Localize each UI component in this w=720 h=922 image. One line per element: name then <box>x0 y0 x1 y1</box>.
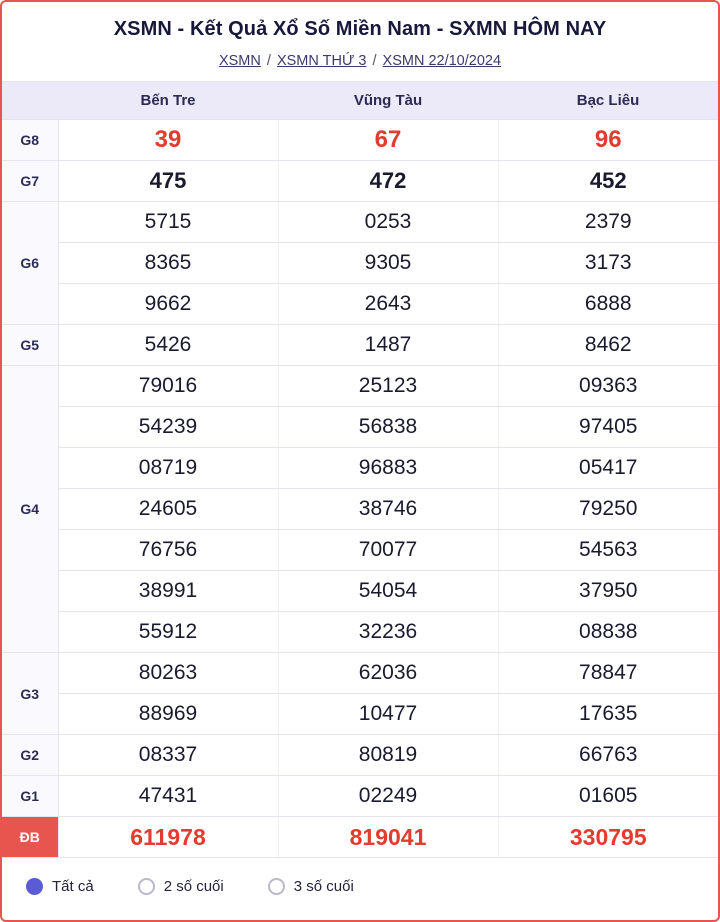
result-number: 97405 <box>498 407 718 448</box>
filter-option-2-digits[interactable] <box>138 878 224 895</box>
table-row <box>2 817 718 858</box>
result-number: 78847 <box>498 653 718 694</box>
breadcrumb-item-date[interactable]: XSMN 22/10/2024 <box>382 53 502 69</box>
result-number: 79016 <box>58 366 278 407</box>
result-number: 8365 <box>58 243 278 284</box>
filter-option-3-digits[interactable] <box>268 878 354 895</box>
result-number: 9305 <box>278 243 498 284</box>
prize-label-g5: G5 <box>2 325 58 366</box>
result-number: 96883 <box>278 448 498 489</box>
result-number: 6888 <box>498 284 718 325</box>
result-number: 05417 <box>498 448 718 489</box>
table-row <box>2 407 718 448</box>
result-number: 452 <box>498 161 718 202</box>
result-number: 5426 <box>58 325 278 366</box>
table-row <box>2 735 718 776</box>
province-header-3: Bạc Liêu <box>498 82 718 120</box>
prize-label-g3: G3 <box>2 653 58 735</box>
result-number: 38746 <box>278 489 498 530</box>
result-number: 80819 <box>278 735 498 776</box>
result-number: 39 <box>58 120 278 161</box>
result-number: 08337 <box>58 735 278 776</box>
result-number: 475 <box>58 161 278 202</box>
table-row <box>2 530 718 571</box>
table-row <box>2 325 718 366</box>
result-number: 54054 <box>278 571 498 612</box>
radio-icon[interactable] <box>138 878 155 895</box>
result-number: 3173 <box>498 243 718 284</box>
result-number: 37950 <box>498 571 718 612</box>
result-number: 8462 <box>498 325 718 366</box>
result-number: 08719 <box>58 448 278 489</box>
filter-option-all[interactable] <box>26 878 94 895</box>
table-row <box>2 571 718 612</box>
result-number: 17635 <box>498 694 718 735</box>
filter-option-label: Tất cả <box>52 878 94 895</box>
result-number: 55912 <box>58 612 278 653</box>
province-header-2: Vũng Tàu <box>278 82 498 120</box>
result-number: 08838 <box>498 612 718 653</box>
breadcrumb <box>2 41 718 81</box>
result-number: 2379 <box>498 202 718 243</box>
table-row <box>2 202 718 243</box>
table-row <box>2 448 718 489</box>
result-number: 330795 <box>498 817 718 858</box>
prize-label-g7: G7 <box>2 161 58 202</box>
prize-label-g4: G4 <box>2 366 58 653</box>
result-number: 32236 <box>278 612 498 653</box>
result-number: 79250 <box>498 489 718 530</box>
breadcrumb-separator-1: / <box>266 53 271 69</box>
result-number: 819041 <box>278 817 498 858</box>
result-number: 1487 <box>278 325 498 366</box>
results-body <box>2 120 718 858</box>
filter-option-label: 3 số cuối <box>293 878 354 895</box>
result-number: 54563 <box>498 530 718 571</box>
radio-icon[interactable] <box>268 878 285 895</box>
table-row <box>2 776 718 817</box>
result-number: 38991 <box>58 571 278 612</box>
results-table <box>2 81 718 858</box>
prize-label-db: ĐB <box>2 817 58 858</box>
table-row <box>2 694 718 735</box>
result-number: 02249 <box>278 776 498 817</box>
filter-options <box>2 858 718 905</box>
result-number: 0253 <box>278 202 498 243</box>
result-number: 10477 <box>278 694 498 735</box>
page-title: XSMN - Kết Quả Xổ Số Miền Nam - SXMN HÔM NAY <box>113 18 607 40</box>
table-row <box>2 489 718 530</box>
table-row <box>2 284 718 325</box>
result-number: 24605 <box>58 489 278 530</box>
breadcrumb-separator-2: / <box>372 53 377 69</box>
result-number: 67 <box>278 120 498 161</box>
result-number: 2643 <box>278 284 498 325</box>
result-number: 54239 <box>58 407 278 448</box>
result-number: 472 <box>278 161 498 202</box>
result-number: 66763 <box>498 735 718 776</box>
result-number: 25123 <box>278 366 498 407</box>
prize-label-g2: G2 <box>2 735 58 776</box>
result-number: 611978 <box>58 817 278 858</box>
province-header-1: Bến Tre <box>58 82 278 120</box>
filter-option-label: 2 số cuối <box>163 878 224 895</box>
result-number: 62036 <box>278 653 498 694</box>
table-row <box>2 120 718 161</box>
table-row <box>2 366 718 407</box>
result-number: 88969 <box>58 694 278 735</box>
breadcrumb-item-xsmn[interactable]: XSMN <box>218 53 261 69</box>
table-row <box>2 161 718 202</box>
prize-label-g6: G6 <box>2 202 58 325</box>
table-row <box>2 612 718 653</box>
result-number: 5715 <box>58 202 278 243</box>
prize-label-g8: G8 <box>2 120 58 161</box>
result-number: 96 <box>498 120 718 161</box>
breadcrumb-item-weekday[interactable]: XSMN THỨ 3 <box>276 53 367 69</box>
result-number: 09363 <box>498 366 718 407</box>
prize-label-g1: G1 <box>2 776 58 817</box>
table-header-row <box>2 82 718 120</box>
result-number: 01605 <box>498 776 718 817</box>
table-row <box>2 243 718 284</box>
result-number: 80263 <box>58 653 278 694</box>
radio-icon-selected[interactable] <box>26 878 43 895</box>
result-number: 9662 <box>58 284 278 325</box>
table-corner-cell <box>2 82 58 120</box>
result-number: 70077 <box>278 530 498 571</box>
table-row <box>2 653 718 694</box>
result-number: 76756 <box>58 530 278 571</box>
result-number: 56838 <box>278 407 498 448</box>
result-number: 47431 <box>58 776 278 817</box>
